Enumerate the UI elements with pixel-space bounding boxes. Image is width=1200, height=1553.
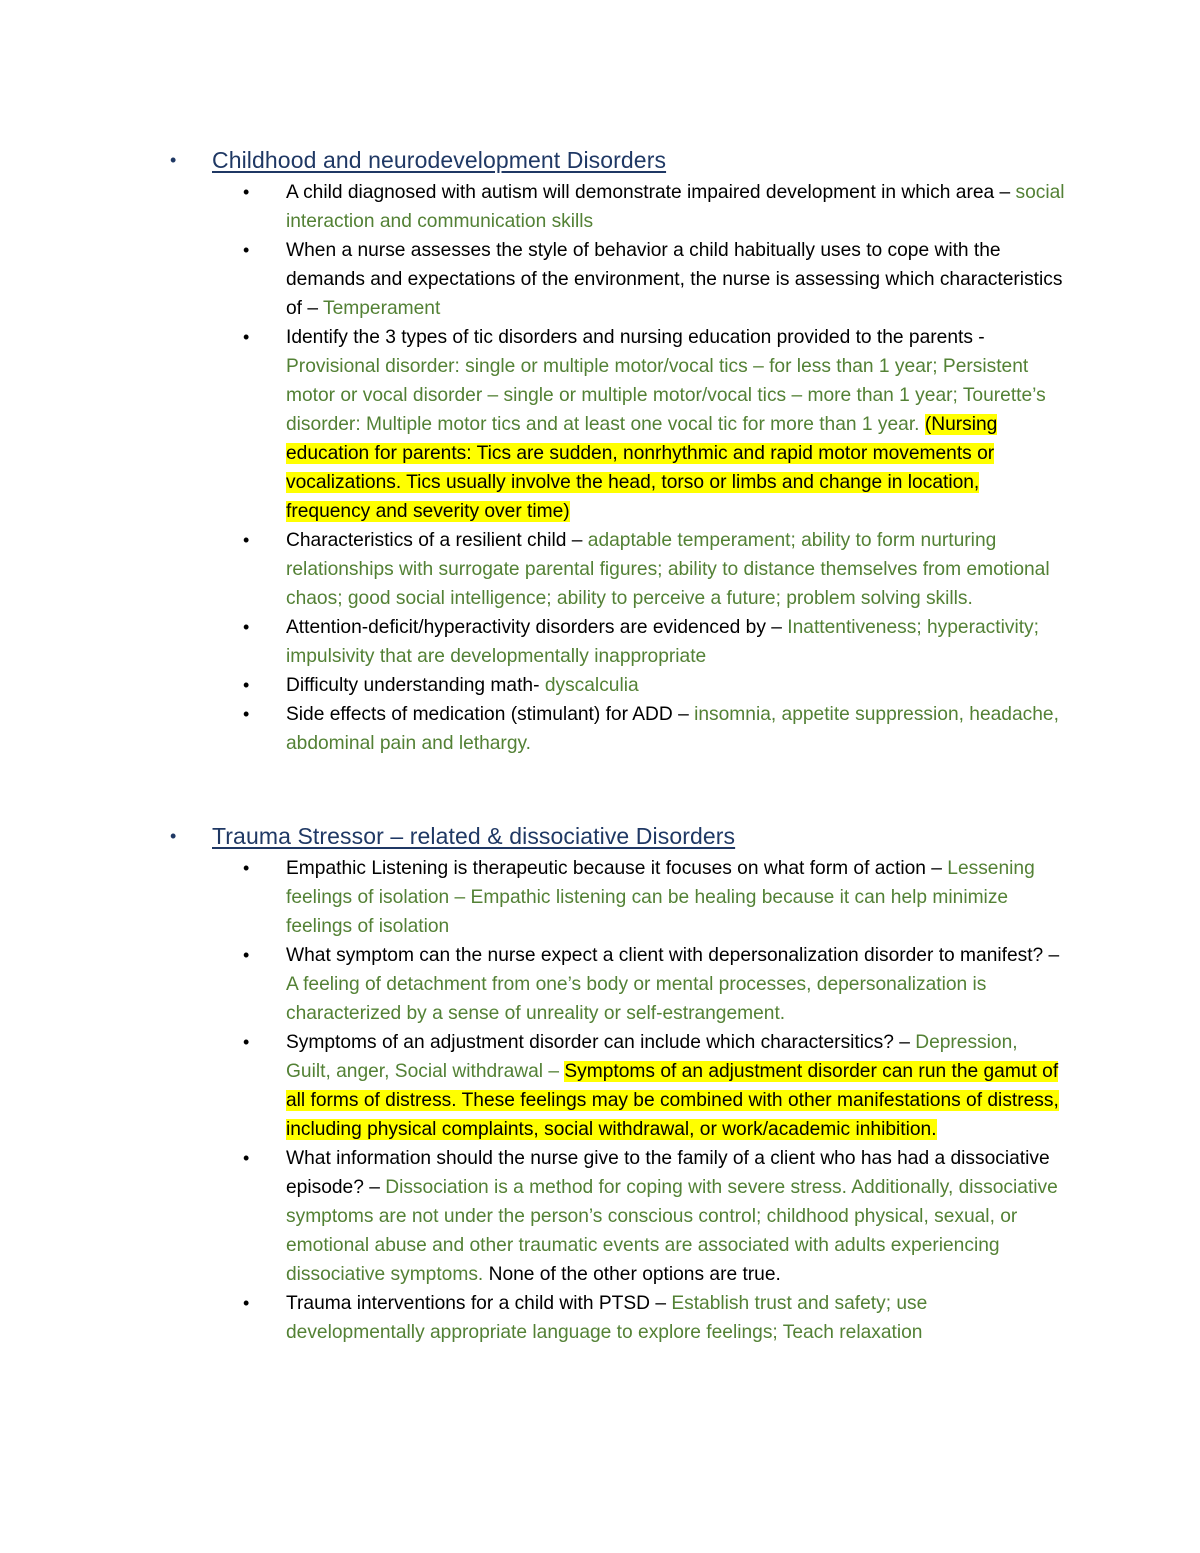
bullet-icon: • — [243, 1148, 250, 1168]
list-item — [170, 526, 1090, 613]
bullet-icon: • — [243, 704, 250, 724]
answer-text: Provisional disorder: single or multiple motor/vocal tics – for less than 1 year; Persistent motor or vocal disorder – single or multiple motor/vocal tics – more than 1 year; Tourette’s disorder: Multiple motor tics and at least one vocal tic for more than 1 year. — [286, 356, 1046, 435]
list-item — [170, 1144, 1090, 1289]
trailing-text: None of the other options are true. — [483, 1264, 781, 1285]
question-text: Attention-deficit/hyperactivity disorders are evidenced by – — [286, 617, 788, 638]
answer-text: Inattentiveness; hyperactivity; impulsivity that are developmentally inappropriate — [286, 617, 1039, 667]
question-text: What information should the nurse give to the family of a client who has had a dissociative episode? – — [286, 1148, 1050, 1198]
list-item-text — [286, 323, 1066, 526]
answer-text: A feeling of detachment from one’s body or mental processes, depersonalization is characterized by a sense of unreality or self-estrangement. — [286, 974, 987, 1024]
question-list — [170, 178, 1090, 758]
section-heading: Trauma Stressor – related & dissociative Disorders — [212, 822, 736, 849]
answer-text: Lessening feelings of isolation – Empathic listening can be healing because it can help minimize feelings of isolation — [286, 858, 1035, 937]
question-text: Empathic Listening is therapeutic because it focuses on what form of action – — [286, 858, 948, 879]
list-item — [170, 178, 1090, 236]
highlighted-text: (Nursing education for parents: Tics are sudden, nonrhythmic and rapid motor movements or vocalizations. Tics usually involve the head, torso or limbs and change in location, frequency and severity over time) — [286, 414, 998, 522]
question-list — [170, 854, 1090, 1347]
question-text: What symptom can the nurse expect a client with depersonalization disorder to manifest? – — [286, 945, 1060, 966]
list-item — [170, 1028, 1090, 1144]
answer-text: Temperament — [323, 298, 441, 319]
answer-text: Dissociation is a method for coping with severe stress. Additionally, dissociative symptoms are not under the person’s conscious control; childhood physical, sexual, or emotional abuse and other traumatic events are associated with adults experiencing dissociative symptoms. — [286, 1177, 1058, 1285]
bullet-icon: • — [243, 240, 250, 260]
bullet-icon: • — [243, 327, 250, 347]
list-item-text — [286, 941, 1066, 1028]
question-text: Side effects of medication (stimulant) for ADD – — [286, 704, 695, 725]
list-item-text — [286, 1028, 1066, 1144]
answer-text: insomnia, appetite suppression, headache, abdominal pain and lethargy. — [286, 704, 1059, 754]
list-item-text — [286, 178, 1066, 236]
highlighted-text: Symptoms of an adjustment disorder can run the gamut of all forms of distress. These feelings may be combined with other manifestations of distress, including physical complaints, social withdrawal, or work/academic inhibition. — [286, 1061, 1059, 1140]
list-item — [170, 941, 1090, 1028]
bullet-icon: • — [243, 675, 250, 695]
list-item — [170, 671, 1090, 700]
list-item — [170, 613, 1090, 671]
list-item-text — [286, 236, 1066, 323]
list-item — [170, 700, 1090, 758]
list-item — [170, 323, 1090, 526]
question-text: A child diagnosed with autism will demonstrate impaired development in which area – — [286, 182, 1016, 203]
answer-text: adaptable temperament; ability to form nurturing relationships with surrogate parental figures; ability to distance themselves from emotional chaos; good social intelligence; ability to perceive a future; problem solving skills. — [286, 530, 1050, 609]
question-text: Difficulty understanding math- — [286, 675, 545, 696]
list-item-text — [286, 613, 1066, 671]
section-childhood-disorders — [170, 144, 1090, 758]
bullet-icon: • — [243, 182, 250, 202]
list-item — [170, 1289, 1090, 1347]
question-text: When a nurse assesses the style of behavior a child habitually uses to cope with the demands and expectations of the environment, the nurse is assessing which characteristics of – — [286, 240, 1063, 319]
bullet-icon: • — [243, 1032, 250, 1052]
question-text: Trauma interventions for a child with PTSD – — [286, 1293, 672, 1314]
question-text: Characteristics of a resilient child – — [286, 530, 588, 551]
answer-text: social interaction and communication skills — [286, 182, 1065, 232]
bullet-icon: • — [243, 945, 250, 965]
bullet-icon: • — [170, 825, 177, 846]
answer-text: Depression, Guilt, anger, Social withdrawal – — [286, 1032, 1018, 1082]
list-item-text — [286, 854, 1066, 941]
list-item — [170, 854, 1090, 941]
answer-text: dyscalculia — [544, 675, 639, 696]
list-item — [170, 236, 1090, 323]
section-heading-row — [170, 144, 1090, 176]
question-text: Identify the 3 types of tic disorders and nursing education provided to the parents - — [286, 327, 985, 348]
list-item-text — [286, 1289, 1066, 1347]
bullet-icon: • — [243, 617, 250, 637]
bullet-icon: • — [243, 858, 250, 878]
list-item-text — [286, 700, 1066, 758]
section-trauma-disorders — [170, 820, 1090, 1347]
bullet-icon: • — [243, 1293, 250, 1313]
list-item-text — [286, 526, 1066, 613]
bullet-icon: • — [243, 530, 250, 550]
section-heading-row — [170, 820, 1090, 852]
section-heading: Childhood and neurodevelopment Disorders — [212, 146, 667, 173]
answer-text: Establish trust and safety; use developmentally appropriate language to explore feelings; Teach relaxation — [286, 1293, 928, 1343]
list-item-text — [286, 671, 1066, 700]
question-text: Symptoms of an adjustment disorder can include which charactersitics? – — [286, 1032, 916, 1053]
bullet-icon: • — [170, 149, 177, 170]
list-item-text — [286, 1144, 1066, 1289]
